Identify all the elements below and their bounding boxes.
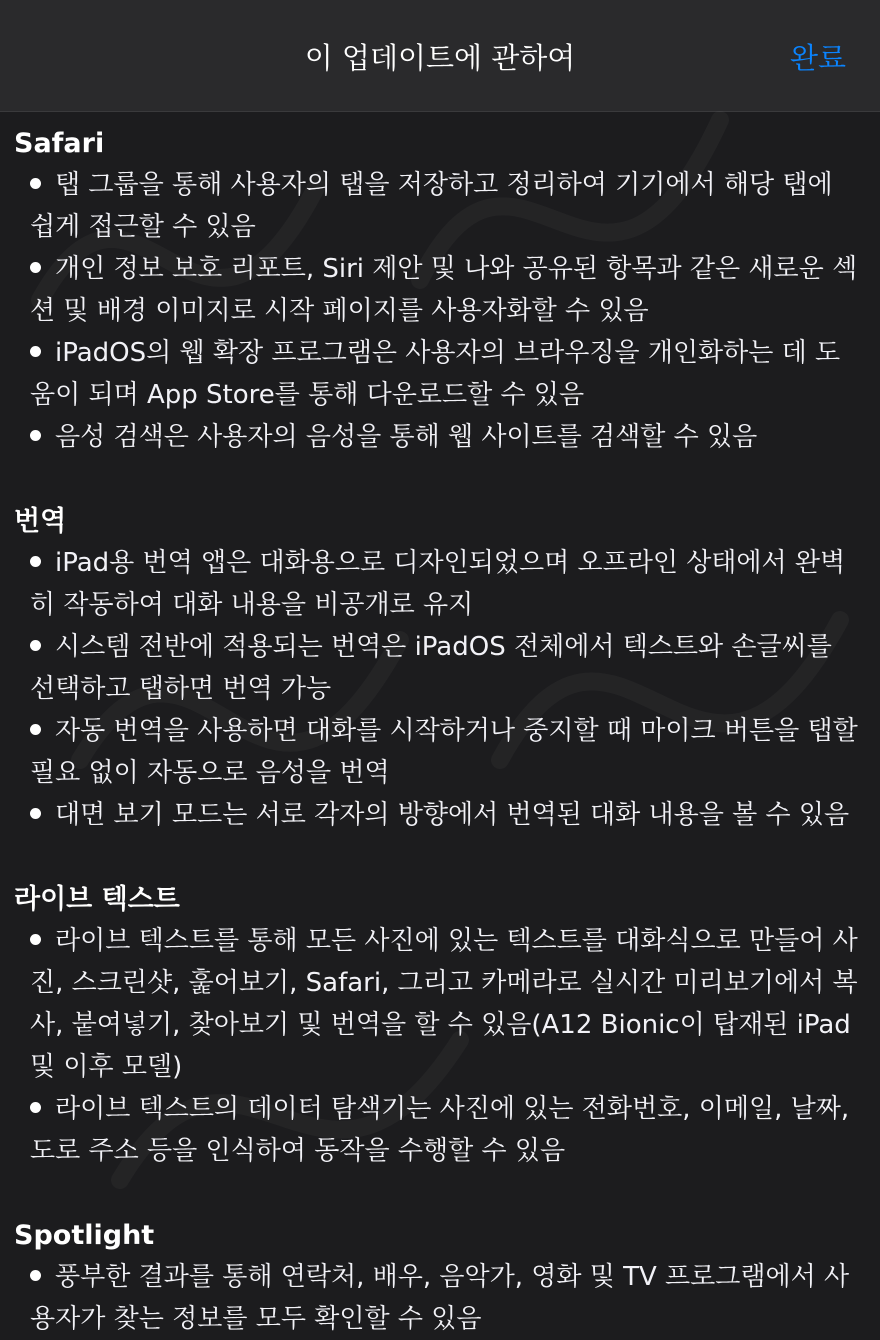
feature-list (0, 920, 880, 1172)
bullet-icon (30, 556, 41, 567)
navigation-bar (0, 0, 880, 112)
list-item (0, 626, 880, 710)
feature-list (0, 542, 880, 836)
section-title: Safari (14, 128, 105, 159)
bullet-icon (30, 1270, 41, 1281)
bullet-icon (30, 430, 41, 441)
list-item-text: iPadOS의 웹 확장 프로그램은 사용자의 브라우징을 개인화하는 데 도움이 되며 App Store를 통해 다운로드할 수 있음 (30, 338, 841, 410)
release-notes-scroll-view[interactable] (0, 112, 880, 1334)
bullet-icon (30, 1102, 41, 1113)
feature-list (0, 1256, 880, 1340)
bullet-icon (30, 346, 41, 357)
bullet-icon (30, 724, 41, 735)
list-item (0, 794, 880, 836)
list-item-text: 라이브 텍스트의 데이터 탐색기는 사진에 있는 전화번호, 이메일, 날짜, 도로 주소 등을 인식하여 동작을 수행할 수 있음 (30, 1094, 850, 1166)
list-item-text: 풍부한 결과를 통해 연락처, 배우, 음악가, 영화 및 TV 프로그램에서 사용자가 찾는 정보를 모두 확인할 수 있음 (30, 1262, 850, 1334)
section-title: 번역 (14, 506, 67, 537)
list-item-text: 탭 그룹을 통해 사용자의 탭을 저장하고 정리하여 기기에서 해당 탭에 쉽게 접근할 수 있음 (30, 170, 833, 242)
section-live-text (0, 836, 880, 1172)
section-spotlight (0, 1172, 880, 1340)
list-item (0, 920, 880, 1088)
section-title: Spotlight (14, 1220, 155, 1251)
list-item-text: 라이브 텍스트를 통해 모든 사진에 있는 텍스트를 대화식으로 만들어 사진, 스크린샷, 훑어보기, Safari, 그리고 카메라로 실시간 미리보기에서 복사, 붙여넣기, 찾아보기 및 번역을 할 수 있음(A12 Bionic이 탑재된 iPad 및 이후 모델) (30, 926, 858, 1082)
page-title: 이 업데이트에 관하여 (304, 41, 576, 75)
feature-list (0, 164, 880, 458)
list-item-text: 음성 검색은 사용자의 음성을 통해 웹 사이트를 검색할 수 있음 (55, 422, 758, 452)
list-item (0, 248, 880, 332)
bullet-icon (30, 178, 41, 189)
list-item-text: 시스템 전반에 적용되는 번역은 iPadOS 전체에서 텍스트와 손글씨를 선택하고 탭하면 번역 가능 (30, 632, 832, 704)
list-item-text: iPad용 번역 앱은 대화용으로 디자인되었으며 오프라인 상태에서 완벽히 작동하여 대화 내용을 비공개로 유지 (30, 548, 846, 620)
list-item-text: 자동 번역을 사용하면 대화를 시작하거나 중지할 때 마이크 버튼을 탭할 필요 없이 자동으로 음성을 번역 (30, 716, 858, 788)
list-item-text: 개인 정보 보호 리포트, Siri 제안 및 나와 공유된 항목과 같은 새로운 섹션 및 배경 이미지로 시작 페이지를 사용자화할 수 있음 (30, 254, 858, 326)
section-translate (0, 458, 880, 836)
list-item (0, 1256, 880, 1340)
list-item (0, 1088, 880, 1172)
bullet-icon (30, 640, 41, 651)
list-item-text: 대면 보기 모드는 서로 각자의 방향에서 번역된 대화 내용을 볼 수 있음 (55, 800, 850, 830)
bullet-icon (30, 934, 41, 945)
section-title: 라이브 텍스트 (14, 884, 180, 915)
bullet-icon (30, 262, 41, 273)
list-item (0, 710, 880, 794)
section-safari (0, 112, 880, 458)
done-button[interactable]: 완료 (790, 36, 846, 77)
list-item (0, 542, 880, 626)
list-item (0, 332, 880, 416)
list-item (0, 416, 880, 458)
bullet-icon (30, 808, 41, 819)
list-item (0, 164, 880, 248)
